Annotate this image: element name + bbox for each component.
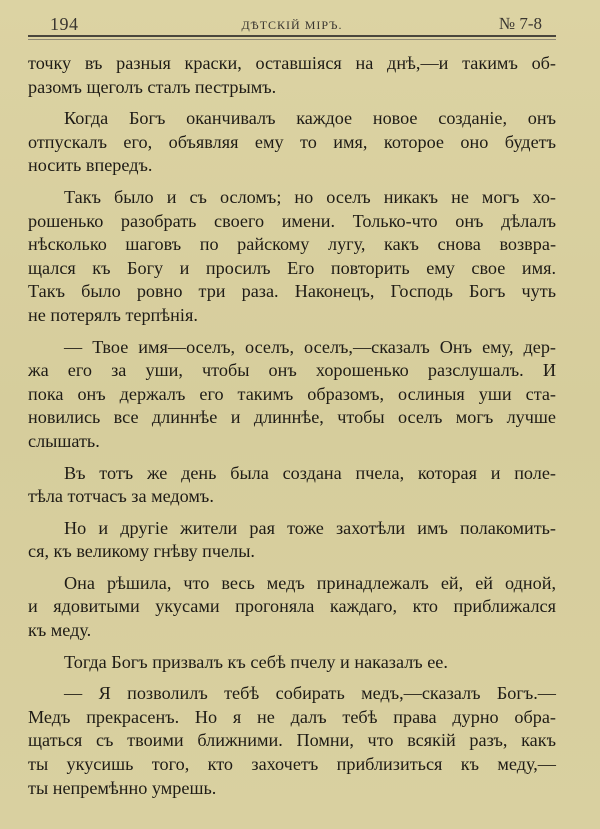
text-line: разомъ щеголъ сталъ пестрымъ. — [28, 76, 277, 97]
paragraph — [28, 517, 556, 564]
text-line: тѣла тотчасъ за медомъ. — [28, 486, 214, 507]
text-line: щался къ Богу и просилъ Его повторить ему свое имя. — [28, 257, 556, 278]
text-line: точку въ разныя краски, оставшіяся на днѣ,—и такимъ об- — [28, 53, 556, 73]
paragraph — [28, 572, 556, 643]
page-number: 194 — [50, 14, 79, 34]
text-line: слышать. — [28, 430, 100, 451]
text-line: носить впередъ. — [28, 155, 153, 176]
header-rule-thin — [28, 39, 556, 40]
text-line: нѣсколько шаговъ по райскому лугу, какъ снова возвра- — [28, 234, 556, 255]
text-line: не потерялъ терпѣнія. — [28, 304, 198, 325]
text-line: Медъ прекрасенъ. Но я не далъ тебѣ права дурно обра- — [28, 706, 556, 727]
text-line: къ меду. — [28, 620, 92, 641]
text-line: Такъ было и съ осломъ; но оселъ никакъ не могъ хо- — [64, 186, 556, 207]
paragraph — [28, 186, 556, 328]
journal-title: ДѢТСКІЙ МІРЪ. — [241, 18, 343, 32]
text-line: Когда Богъ оканчивалъ каждое новое созданіе, онъ — [64, 108, 556, 129]
text-line: Она рѣшила, что весь медъ принадлежалъ ей, ей одной, — [64, 572, 556, 593]
text-line: отпускалъ его, объявляя ему то имя, которое оно будетъ — [28, 131, 556, 152]
paragraph — [28, 107, 556, 178]
text-line: — Я позволилъ тебѣ собирать медъ,—сказалъ Богъ.— — [64, 683, 556, 704]
issue-number: № 7-8 — [498, 14, 542, 33]
text-line: пока онъ держалъ его такимъ образомъ, ослиныя уши ста- — [28, 383, 556, 404]
running-header — [28, 10, 556, 34]
paragraph — [28, 682, 556, 800]
article-body — [28, 52, 556, 808]
text-line: ты укусишь того, кто захочетъ приблизиться къ меду,— — [28, 754, 556, 775]
text-line: жа его за уши, чтобы онъ хорошенько разслушалъ. И — [28, 360, 556, 381]
text-line: новились все длиннѣе и длиннѣе, чтобы оселъ могъ лучше — [28, 407, 556, 428]
text-line: Такъ было ровно три раза. Наконецъ, Господь Богъ чуть — [28, 281, 556, 302]
paragraph — [28, 52, 556, 99]
text-line: — Твое имя—оселъ, оселъ, оселъ,—сказалъ Онъ ему, дер- — [64, 336, 556, 357]
text-line: ся, къ великому гнѣву пчелы. — [28, 541, 255, 562]
text-line: Но и другіе жители рая тоже захотѣли имъ полакомить- — [64, 517, 556, 538]
paragraph — [28, 462, 556, 509]
text-line: Тогда Богъ призвалъ къ себѣ пчелу и наказалъ ее. — [64, 651, 448, 672]
header-rule — [28, 35, 556, 37]
text-line: рошенько разобрать своего имени. Только-что онъ дѣлалъ — [28, 210, 556, 231]
text-line: Въ тотъ же день была создана пчела, которая и поле- — [64, 462, 556, 483]
text-line: щаться съ твоими ближними. Помни, что всякій разъ, какъ — [28, 730, 556, 751]
paragraph — [28, 651, 556, 675]
text-line: ты непремѣнно умрешь. — [28, 777, 217, 798]
text-line: и ядовитыми укусами прогоняла каждаго, кто приближался — [28, 596, 556, 617]
paragraph — [28, 336, 556, 454]
